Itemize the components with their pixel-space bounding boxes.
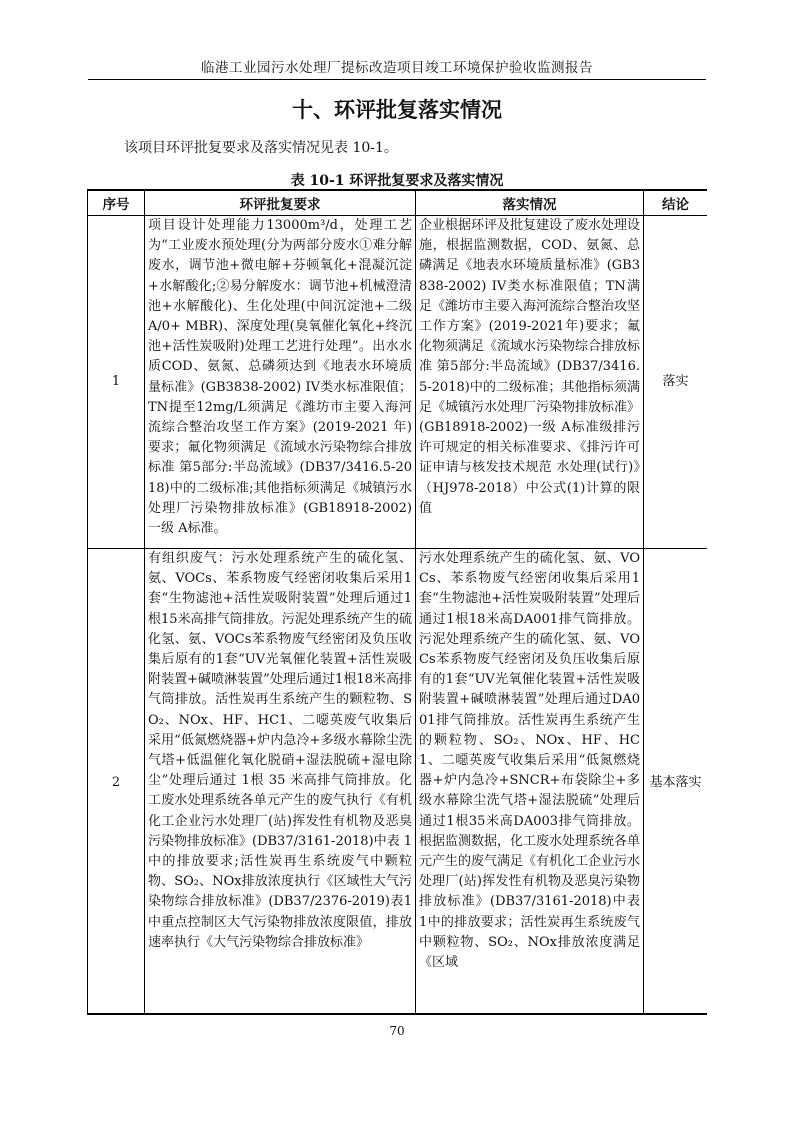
approval-table [87,191,707,1015]
cell-requirement: 有组织废气：污水处理系统产生的硫化氢、氨、VOCs、苯系物废气经密闭收集后采用1套“生物滤池+活性炭吸附装置”处理后通过1根15米高排气筒排放。污泥处理系统产生的硫化氢、氨、VOCs苯系物废气经密闭及负压收集后原有的1套“UV光氧催化装置+活性炭吸附装置+碱喷淋装置”处理后通过1根18米高排气筒排放。活性炭再生系统产生的颗粒物、SO₂、NOx、HF、HC1、二噁英废气收集后采用“低氮燃烧器+炉内急冷+多级水幕除尘洗气塔+低温催化氧化脱硝+湿法脱硫+湿电除尘”处理后通过 1根 35 米高排气筒排放。化工废水处理系统各单元产生的废气执行《有机化工企业污水处理厂(站)挥发性有机物及恶臭污染物排放标准》(DB37/3161-2018)中表 1中的排放要求;活性炭再生系统废气中颗粒物、SO₂、NOx排放浓度执行《区域性大气污染物综合排放标准》(DB37/2376-2019)表1中重点控制区大气污染物排放浓度限值，排放速率执行《大气污染物综合排放标准》 [145,549,416,1016]
section-title: 十、环评批复落实情况 [292,97,502,122]
cell-no: 2 [88,549,145,1016]
table-row [88,216,708,549]
column-header-requirement: 环评批复要求 [145,191,416,216]
cell-implementation: 企业根据环评及批复建设了废水处理设施，根据监测数据，COD、氨氮、总磷满足《地表水环境质量标准》(GB3838-2002) IV类水标准限值；TN满足《潍坊市主要入海河流综合整治攻坚工作方案》(2019-2021年)要求；氟化物须满足《流域水污染物综合排放标准 第5部分:半岛流域》(DB37/3416.5-2018)中的二级标准；其他指标须满足《城镇污水处理厂污染物排放标准》(GB18918-2002)一级 A标准级排污许可规定的相关标准要求、《排污许可证申请与核发技术规范 水处理(试行)》（HJ978-2018）中公式(1)计算的限值 [416,216,644,549]
cell-conclusion: 基本落实 [644,549,708,1016]
table-header-row [88,191,708,216]
table-container [87,189,707,1015]
cell-requirement: 项目设计处理能力13000m³/d，处理工艺为“工业废水预处理(分为两部分废水①难分解废水，调节池+微电解+芬顿氧化+混凝沉淀+水解酸化;②易分解废水：调节池+机械澄清池+水解酸化)、生化处理(中间沉淀池+二级A/0+ MBR)、深度处理(臭氧催化氧化+终沉池+活性炭吸附)处理工艺进行处理”。出水水质COD、氨氮、总磷须达到《地表水环境质量标准》(GB3838-2002) IV类水标准限值；TN提至12mg/L须满足《潍坊市主要入海河流综合整治攻坚工作方案》(2019-2021 年)要求；氟化物须满足《流域水污染物综合排放标准 第5部分:半岛流域》(DB37/3416.5-2018)中的二级标准;其他指标须满足《城镇污水处理厂污染物排放标准》(GB18918-2002)一级 A标准。 [145,216,416,549]
cell-implementation: 污水处理系统产生的硫化氢、氨、VOCs、苯系物废气经密闭收集后采用1套“生物滤池+活性炭吸附装置”处理后通过1根18米高DA001排气筒排放。污泥处理系统产生的硫化氢、氨、VOCs苯系物废气经密闭及负压收集后原有的1套“UV光氧催化装置+活性炭吸附装置+碱喷淋装置”处理后通过DA001排气筒排放。活性炭再生系统产生的颗粒物、SO₂、NOx、HF、HC1、二噁英废气收集后采用“低氮燃烧器+炉内急冷+SNCR+布袋除尘+多级水幕除尘洗气塔+湿法脱硫”处理后通过1根35米高DA003排气筒排放。根据监测数据，化工废水处理系统各单元产生的废气满足《有机化工企业污水处理厂(站)挥发性有机物及恶臭污染物排放标准》(DB37/3161-2018)中表 1中的排放要求；活性炭再生系统废气中颗粒物、SO₂、NOx排放浓度满足《区域 [416,549,644,1016]
table-row [88,549,708,1016]
column-header-no: 序号 [88,191,145,216]
table-caption: 表 10-1 环评批复要求及落实情况 [290,173,504,189]
column-header-conclusion: 结论 [644,191,708,216]
running-header: 临港工业园污水处理厂提标改造项目竣工环境保护验收监测报告 [201,60,593,76]
column-header-implementation: 落实情况 [416,191,644,216]
cell-no: 1 [88,216,145,549]
cell-conclusion: 落实 [644,216,708,549]
page-number: 70 [389,1024,405,1038]
header-rule [88,79,706,80]
intro-paragraph: 该项目环评批复要求及落实情况见表 10-1。 [124,140,398,156]
